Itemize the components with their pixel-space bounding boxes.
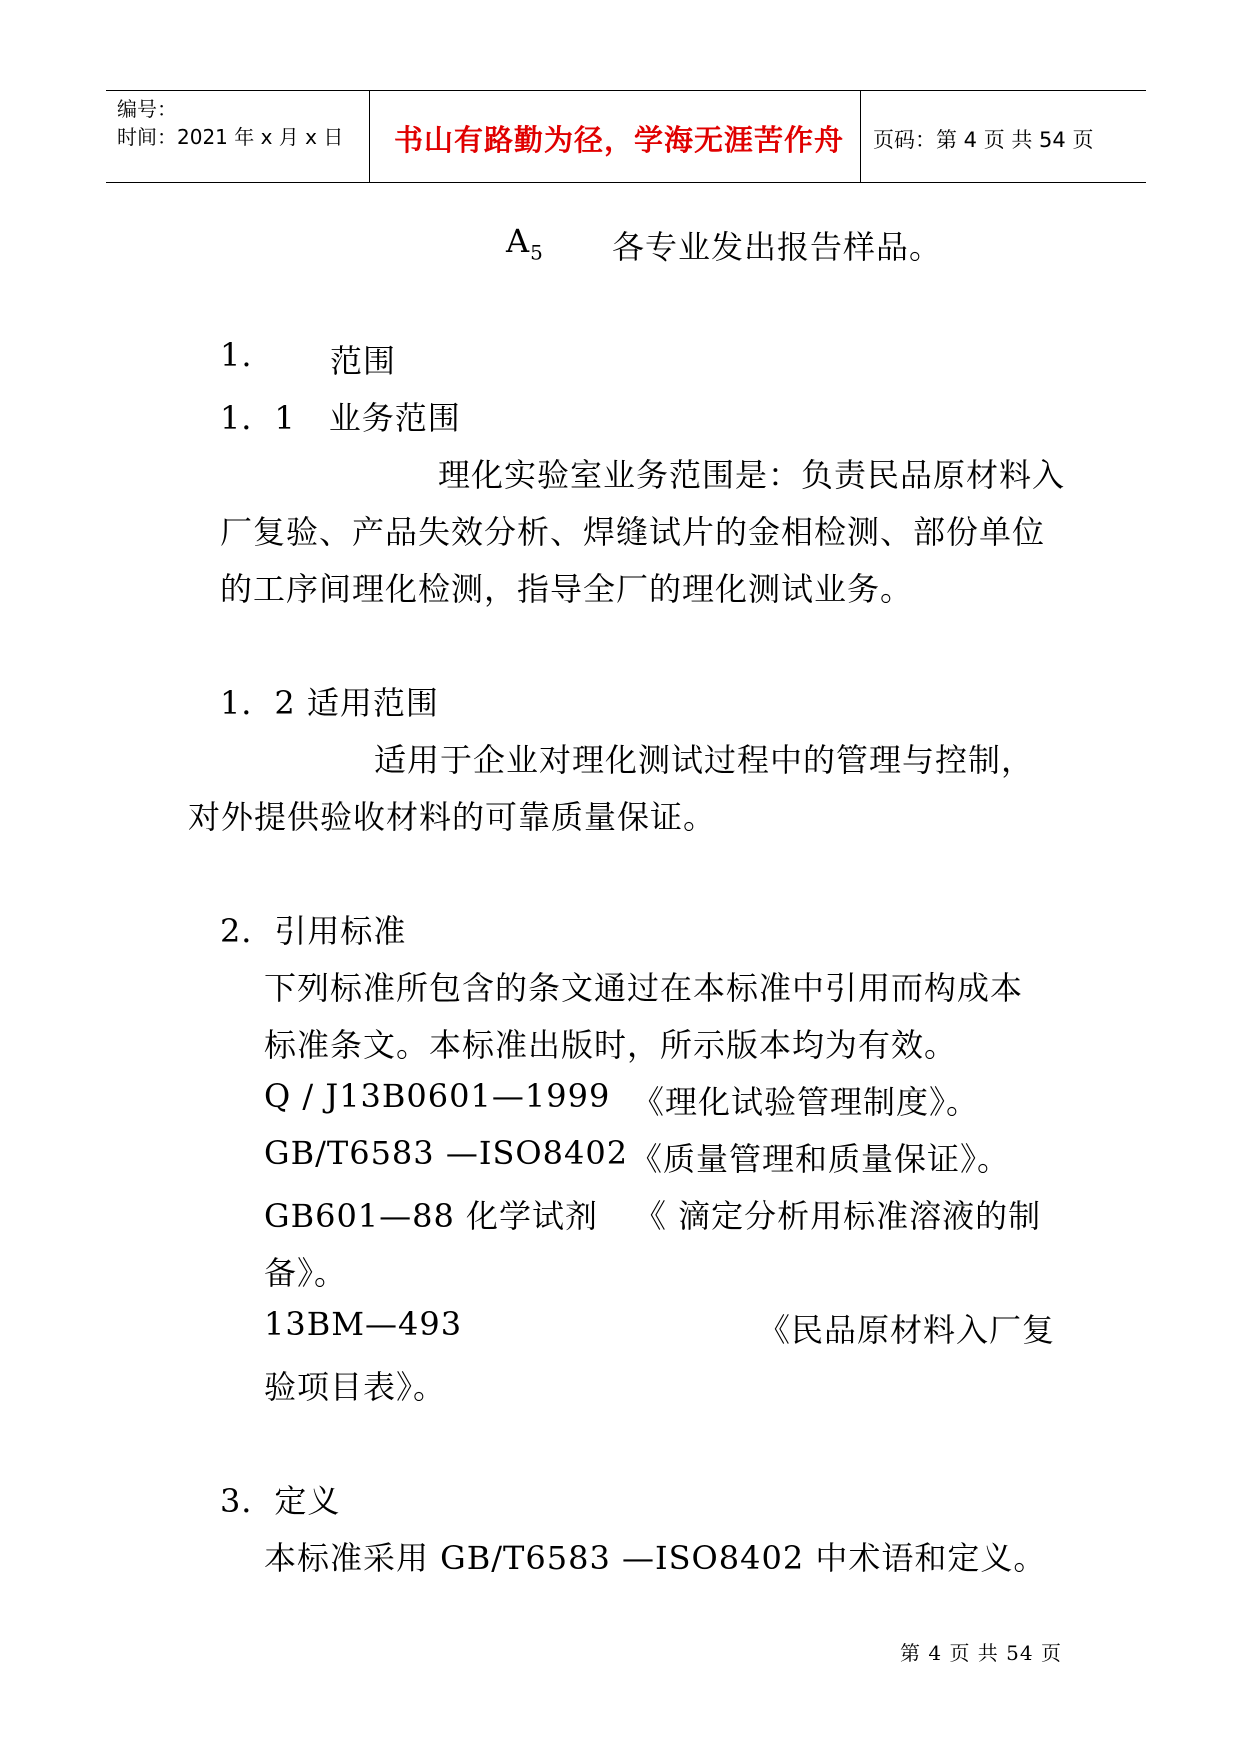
section1-1-heading: 1．1 业务范围 xyxy=(220,399,461,437)
ref-title: 《民品原材料入厂复 xyxy=(758,1311,1056,1349)
appendix-subscript: 5 xyxy=(530,240,544,265)
header-divider-left xyxy=(369,90,370,183)
section1-2-heading: 1．2 适用范围 xyxy=(220,684,439,722)
section3-text: 本标准采用 GB/T6583 —ISO8402 中术语和定义。 xyxy=(264,1539,1047,1577)
appendix-text: 各专业发出报告样品。 xyxy=(612,228,943,266)
section1-2-line: 适用于企业对理化测试过程中的管理与控制， xyxy=(374,741,1035,779)
ref-code: GB601—88 化学试剂 xyxy=(264,1197,599,1235)
appendix-code: A xyxy=(506,222,531,260)
section1-1-line: 厂复验、产品失效分析、焊缝试片的金相检测、部份单位 xyxy=(220,513,1046,551)
section2-heading: 2．引用标准 xyxy=(220,912,407,950)
header-divider-right xyxy=(860,90,861,183)
ref-code: Q / J13B0601—1999 xyxy=(264,1077,611,1115)
header-motto: 书山有路勤为径，学海无涯苦作舟 xyxy=(394,123,845,157)
header-time-label: 时间：2021 年 x 月 x 日 xyxy=(117,125,344,149)
ref-title: 《 滴定分析用标准溶液的制 xyxy=(634,1197,1042,1235)
ref-code: GB/T6583 —ISO8402 xyxy=(264,1134,629,1172)
header-serial-label: 编号： xyxy=(117,97,177,121)
ref-code: 13BM—493 xyxy=(264,1305,463,1343)
header-bottom-border xyxy=(106,182,1146,183)
section1-2-line: 对外提供验收材料的可靠质量保证。 xyxy=(188,798,717,836)
ref-title-continued: 验项目表》。 xyxy=(264,1368,447,1406)
footer-page-number: 第 4 页 共 54 页 xyxy=(900,1641,1062,1665)
section2-intro-line: 标准条文。本标准出版时，所示版本均为有效。 xyxy=(264,1026,958,1064)
header-top-border xyxy=(106,90,1146,91)
appendix-line xyxy=(506,222,544,264)
section1-number: 1. xyxy=(220,336,253,374)
section1-1-line: 的工序间理化检测，指导全厂的理化测试业务。 xyxy=(220,570,914,608)
ref-title-continued: 备》。 xyxy=(264,1254,348,1292)
section3-heading: 3．定义 xyxy=(220,1482,341,1520)
section1-1-line: 理化实验室业务范围是：负责民品原材料入 xyxy=(438,456,1066,494)
ref-title: 《质量管理和质量保证》。 xyxy=(630,1140,1011,1178)
ref-title: 《理化试验管理制度》。 xyxy=(632,1083,980,1121)
section2-intro-line: 下列标准所包含的条文通过在本标准中引用而构成本 xyxy=(264,969,1024,1007)
section1-title: 范围 xyxy=(330,342,397,380)
header-page-label: 页码：第 4 页 共 54 页 xyxy=(873,128,1094,152)
